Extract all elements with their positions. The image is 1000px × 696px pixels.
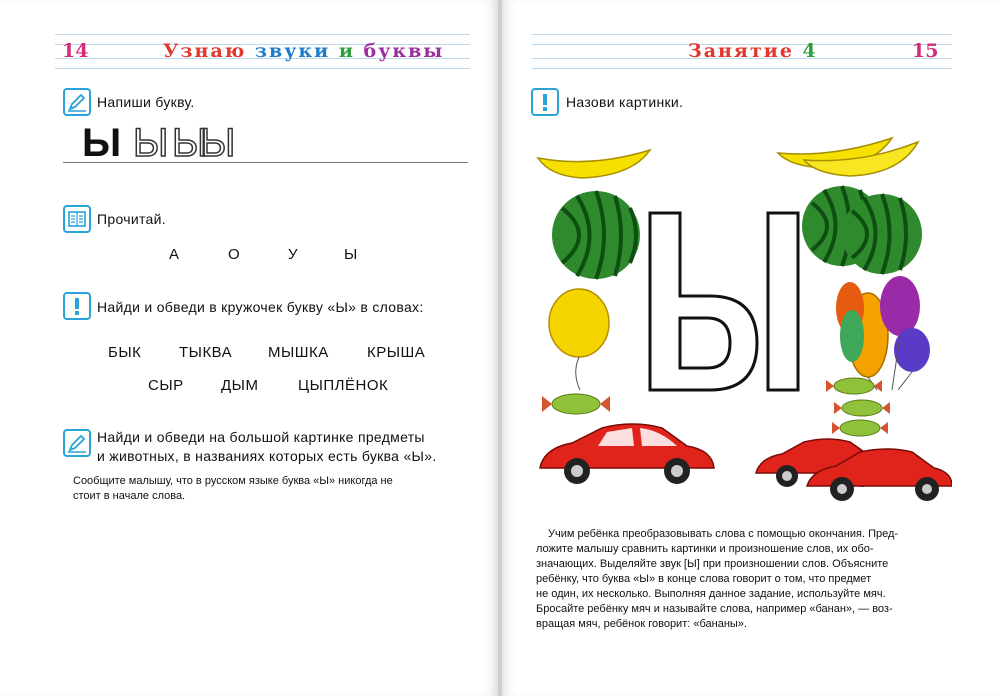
trace-letter: Ы	[172, 121, 208, 165]
exclamation-icon	[531, 88, 559, 116]
car	[540, 424, 714, 484]
word: КРЫША	[367, 344, 426, 361]
balloon	[549, 289, 609, 390]
candy	[826, 378, 882, 394]
page-number: 15	[912, 40, 939, 62]
word: ДЫМ	[221, 377, 259, 394]
note-line: Бросайте ребёнку мяч и называйте слова, например «банан», — воз-	[536, 603, 893, 615]
page-number: 14	[62, 40, 89, 62]
pencil-icon	[63, 429, 91, 457]
title-word: и	[338, 40, 355, 62]
task-find: Найди и обведи в кружочек букву «Ы» в словах:	[97, 299, 424, 315]
watermelon	[552, 191, 640, 279]
note-line: вращая мяч, ребёнок говорит: «бананы».	[536, 618, 747, 630]
note-line: Сообщите малышу, что в русском языке буква «Ы» никогда не	[73, 475, 393, 487]
left-page	[0, 0, 498, 696]
task-read: Прочитай.	[97, 211, 166, 227]
task-picture-line1: Найди и обведи на большой картинке предметы	[97, 429, 425, 445]
vowel: Ы	[344, 246, 358, 263]
lesson-title	[688, 40, 818, 62]
lesson-title-text: Занятие	[688, 40, 794, 62]
balloon	[836, 276, 930, 390]
book-icon	[63, 205, 91, 233]
title-word: Узнаю	[163, 40, 247, 62]
word: МЫШКА	[268, 344, 329, 361]
exclamation-icon	[63, 292, 91, 320]
lesson-number: 4	[802, 40, 818, 62]
task-name: Назови картинки.	[566, 94, 684, 110]
word: ЦЫПЛЁНОК	[298, 377, 389, 394]
banana	[538, 150, 650, 178]
note-line: стоит в начале слова.	[73, 490, 186, 502]
title-word: буквы	[363, 40, 445, 62]
trace-letter: Ы	[200, 121, 236, 165]
note-line: значающих. Выделяйте звук [Ы] при произношении слов. Объясните	[536, 558, 889, 570]
vowel: О	[228, 246, 241, 263]
title-word: звуки	[254, 40, 331, 62]
candy	[834, 400, 890, 416]
task-write: Напиши букву.	[97, 94, 195, 110]
illustration	[532, 128, 952, 508]
vowel: У	[288, 246, 299, 263]
trace-letter: Ы	[82, 121, 122, 165]
candy	[542, 394, 610, 414]
vowel: А	[169, 246, 180, 263]
task-picture-line2: и животных, в названиях которых есть буква «Ы».	[97, 448, 437, 464]
note-line: Учим ребёнка преобразовывать слова с помощью окончания. Пред-	[548, 528, 899, 540]
note-line: не один, их несколько. Выполняя данное задание, используйте мяч.	[536, 588, 886, 600]
word: БЫК	[108, 344, 142, 361]
word: СЫР	[148, 377, 184, 394]
trace-letter: Ы	[133, 121, 169, 165]
pencil-icon	[63, 88, 91, 116]
word: ТЫКВА	[179, 344, 233, 361]
note-line: ребёнку, что буква «Ы» в конце слова говорит о том, что предмет	[536, 573, 872, 585]
note-line: ложите малышу сравнить картинки и произношение слов, их обо-	[536, 543, 874, 555]
watermelon	[842, 194, 922, 274]
candy	[832, 420, 888, 436]
right-page	[502, 0, 1000, 696]
page-title	[163, 40, 444, 62]
